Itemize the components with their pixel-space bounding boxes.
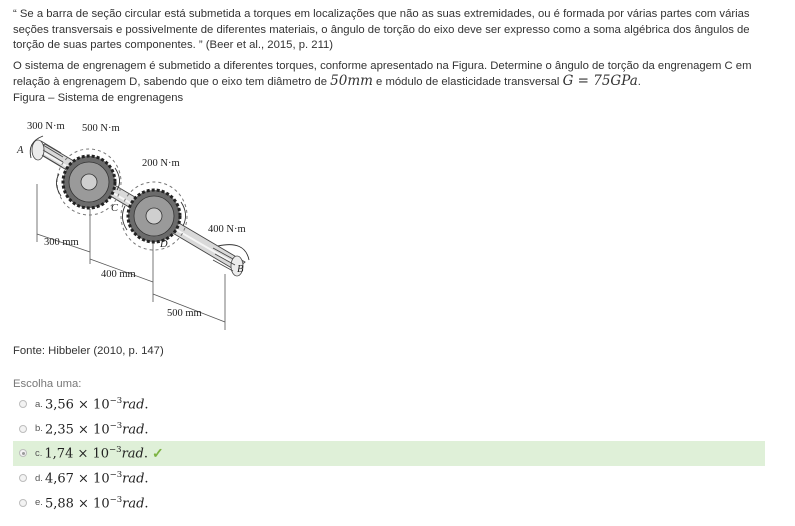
option-letter: a. [35,398,43,410]
option-unit: rad [122,397,145,413]
option-unit: rad [122,471,145,487]
option-value [45,495,149,511]
option-value [45,396,149,412]
question-text [13,7,783,107]
correct-check-icon: ✓ [152,444,164,461]
figure-source: Fonte: Hibbeler (2010, p. 147) [13,345,164,357]
answer-option-c[interactable] [13,441,765,466]
option-mantissa: 4,67 [44,471,74,487]
dimension-label-400: 400 mm [101,269,136,280]
diameter-value: 50mm [330,73,373,90]
question-quote: “ Se a barra de seção circular está submetida a torques em localizações que não as suas extremidades, ou é formada por várias partes com várias seções transversais e possivelmente de diferentes materiais, o ângulo de torção do eixo deve ser expresso como a soma algébrica dos ângulos de torção de suas partes componentes. ” (Beer et al., 2015, p. 211) [13,8,750,52]
figure-title: Figura – Sistema de engrenagens [13,91,184,104]
option-mantissa: 2,35 [44,422,74,438]
option-value [45,421,149,437]
radio-d[interactable] [19,474,27,482]
option-unit: rad [121,446,144,462]
option-exponent: −3 [109,445,122,456]
torque-label-300: 300 N·m [27,121,65,132]
option-letter: d. [35,472,43,484]
option-dot: . [144,422,149,438]
point-label-b: B [237,264,244,275]
answer-option-e[interactable] [13,490,765,515]
option-unit: rad [122,422,145,438]
option-mantissa: 3,56 [44,397,74,413]
torque-label-400: 400 N·m [208,224,246,235]
option-mantissa: 1,74 [44,446,74,462]
answer-options [13,392,765,515]
gear-system-drawing [13,114,253,330]
radio-e[interactable] [19,499,27,507]
answer-option-d[interactable] [13,466,765,491]
answer-option-a[interactable] [13,392,765,417]
radio-c[interactable] [19,449,27,457]
statement-part1: O sistema de engrenagem é submetido a diferentes torques, conforme apresentado na Figura. Determine o ângulo de torção da engrenagem C em relação à engrenagem D, sabendo que o eixo tem diâmetro de [13,59,752,89]
option-exponent: −3 [109,494,123,505]
option-exponent: −3 [109,396,123,407]
dimension-label-300: 300 mm [44,237,79,248]
option-times: × 10 [73,446,110,462]
radio-b[interactable] [19,425,27,433]
point-label-a: A [17,145,24,156]
option-exponent: −3 [109,469,123,480]
option-exponent: −3 [109,420,123,431]
torque-label-200: 200 N·m [142,158,180,169]
statement-end: . [637,76,641,89]
option-value [45,470,149,486]
option-times: × 10 [73,495,110,511]
question-statement [13,59,783,91]
option-dot: . [144,495,149,511]
option-value [44,445,148,461]
answer-option-b[interactable] [13,417,765,442]
option-dot: . [144,471,149,487]
option-times: × 10 [73,397,110,413]
option-dot: . [143,446,149,462]
gear-label-c: C [111,203,119,214]
option-unit: rad [122,495,145,511]
option-letter: c. [35,447,43,459]
option-times: × 10 [73,422,110,438]
radio-a[interactable] [19,400,27,408]
choose-prompt: Escolha uma: [13,378,82,390]
option-letter: b. [35,423,43,435]
option-mantissa: 5,88 [44,495,74,511]
dimension-label-500: 500 mm [167,308,202,319]
option-times: × 10 [73,471,110,487]
torque-label-500: 500 N·m [82,123,120,134]
modulus-value: G = 75GPa [562,73,638,90]
option-dot: . [144,397,149,413]
option-letter: e. [35,497,43,509]
statement-part2: e módulo de elasticidade transversal [372,76,563,89]
gear-label-d: D [160,239,168,250]
gear-system-figure [13,114,253,330]
